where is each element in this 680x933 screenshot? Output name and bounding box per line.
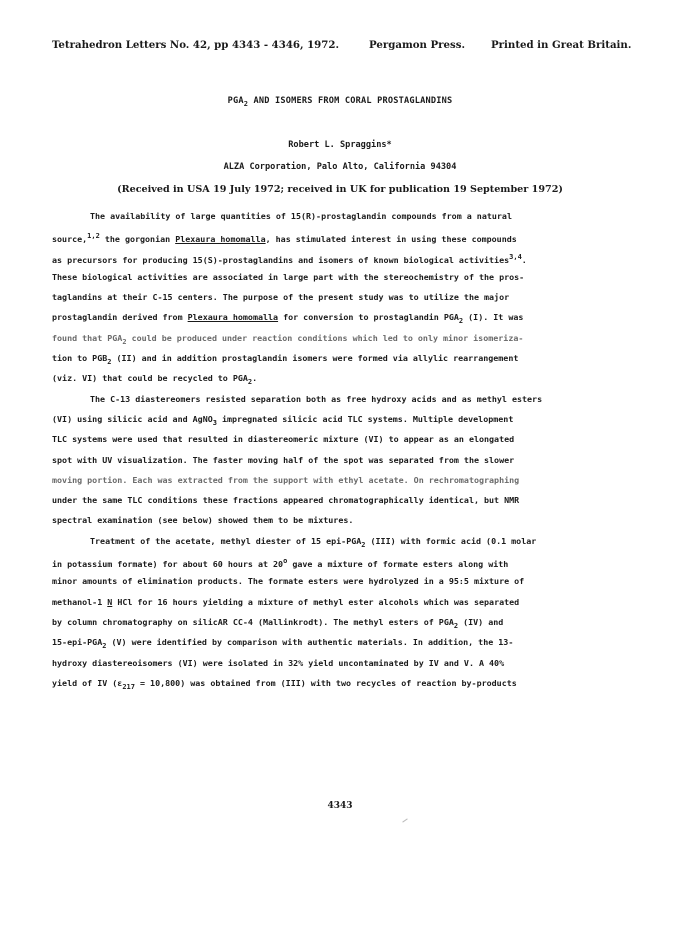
text-line: The availability of large quantities of 15(R)-prostaglandin compounds from a natural [90,211,512,221]
article-title [0,96,680,108]
text-run: methanol-1 [52,596,108,607]
underlined-unit: N [107,596,113,607]
superscript: 3,4 [509,252,522,261]
text-run: for conversion to prostaglandin PGA [278,312,459,323]
scan-speck [402,818,407,822]
text-line [52,368,642,388]
species-name: Plexaura homomalla [187,312,279,323]
text-run: prostaglandin derived from [52,312,188,323]
text-run: = 10,800) was obtained from (III) with two recycles of reaction by-products [134,677,517,688]
text-run: HCl for 16 hours yielding a mixture of methyl ester alcohols which was separated [112,596,520,607]
text-line [52,226,642,246]
printed-location: Printed in Great Britain. [491,39,632,51]
affiliation: ALZA Corporation, Palo Alto, California 94304 [223,162,457,172]
text-run: (VI) using silicic acid and AgNO [52,413,213,424]
text-line [52,328,642,348]
species-name: Plexaura homomalla [175,234,266,245]
text-line [52,307,642,327]
text-line [52,247,642,267]
text-line [52,673,642,693]
text-run: Treatment of the acetate, methyl diester of 15 epi-PGA [90,535,362,546]
text-run: , has stimulated interest in using these compounds [265,234,517,245]
text-line [52,632,642,652]
text-run: . [521,254,527,265]
text-line: taglandins at their C-15 centers. The purpose of the present study was to utilize the major [52,292,510,303]
text-line [52,348,642,368]
text-line [52,551,642,571]
text-run: (IV) and [458,616,504,627]
text-run: gave a mixture of formate esters along with [287,559,509,570]
subscript: 2 [122,337,127,346]
text-run: (V) were identified by comparison with authentic materials. In addition, the 13- [106,637,514,648]
author: Robert L. Spraggins* [288,140,392,150]
received-dates: (Received in USA 19 July 1972; received in UK for publication 19 September 1972) [117,184,563,195]
text-run: (III) with formic acid (0.1 molar [365,535,537,546]
text-run: by column chromatography on silicAR CC-4 (Mallinkrodt). The methyl esters of PGA [52,616,454,627]
title-subscript: 2 [243,100,249,108]
subscript: 3 [212,418,217,427]
text-line [52,409,642,429]
text-run: (I). It was [463,312,524,323]
text-line: spot with UV visualization. The faster moving half of the spot was separated from the slower [52,454,515,465]
subscript: 2 [361,540,366,549]
subscript: 217 [122,682,135,691]
text-run: found that PGA [52,332,123,343]
text-line [52,592,642,612]
journal-header [52,39,652,51]
text-line: These biological activities are associated in large part with the stereochemistry of the pros- [52,271,525,282]
publisher: Pergamon Press. [369,39,466,51]
journal-citation: Tetrahedron Letters No. 42, pp 4343 - 4346, 1972. [52,39,339,51]
text-run: source, [52,234,88,245]
text-line: moving portion. Each was extracted from the support with ethyl acetate. On rechromatographing [52,474,520,485]
text-run: could be produced under reaction conditions which led to only minor isomeriza- [126,332,524,343]
text-run: yield of IV (ε [52,677,123,688]
subscript: 2 [102,642,107,651]
subscript: 2 [107,358,112,367]
text-run: (viz. VI) that could be recycled to PGA [52,373,248,384]
text-run: as precursors for producing 15(S)-prostaglandins and isomers of known biological activities [52,254,510,265]
text-run: the gorgonian [99,234,176,245]
text-line: hydroxy diastereoisomers (VI) were isolated in 32% yield uncontaminated by IV and V. A 40% [52,657,505,668]
superscript: 1,2 [87,232,100,241]
article-body [52,206,642,693]
superscript: o [283,557,288,566]
page-number: 4343 [327,801,353,811]
text-line: under the same TLC conditions these fractions appeared chromatographically identical, but NMR [52,495,520,506]
text-run: impregnated silicic acid TLC systems. Multiple development [216,413,514,424]
text-run: . [252,373,258,384]
subscript: 2 [247,378,253,387]
text-line [52,531,642,551]
text-run: in potassium formate) for about 60 hours at 20 [52,559,284,570]
text-line: TLC systems were used that resulted in diastereomeric mixture (VI) to appear as an elongated [52,434,515,445]
subscript: 2 [458,317,464,326]
title-part: AND ISOMERS FROM CORAL PROSTAGLANDINS [248,96,453,106]
text-run: (II) and in addition prostaglandin isomers were formed via allylic rearrangement [111,353,519,364]
text-line [52,612,642,632]
text-run: tion to PGB [52,353,108,364]
text-run: 15-epi-PGA [52,637,103,648]
text-line: The C-13 diastereomers resisted separation both as free hydroxy acids and as methyl esters [90,393,543,404]
title-part: PGA [227,96,244,106]
text-line: minor amounts of elimination products. The formate esters were hydrolyzed in a 95:5 mixture of [52,576,525,587]
subscript: 2 [453,621,459,630]
text-line: spectral examination (see below) showed them to be mixtures. [52,515,354,526]
